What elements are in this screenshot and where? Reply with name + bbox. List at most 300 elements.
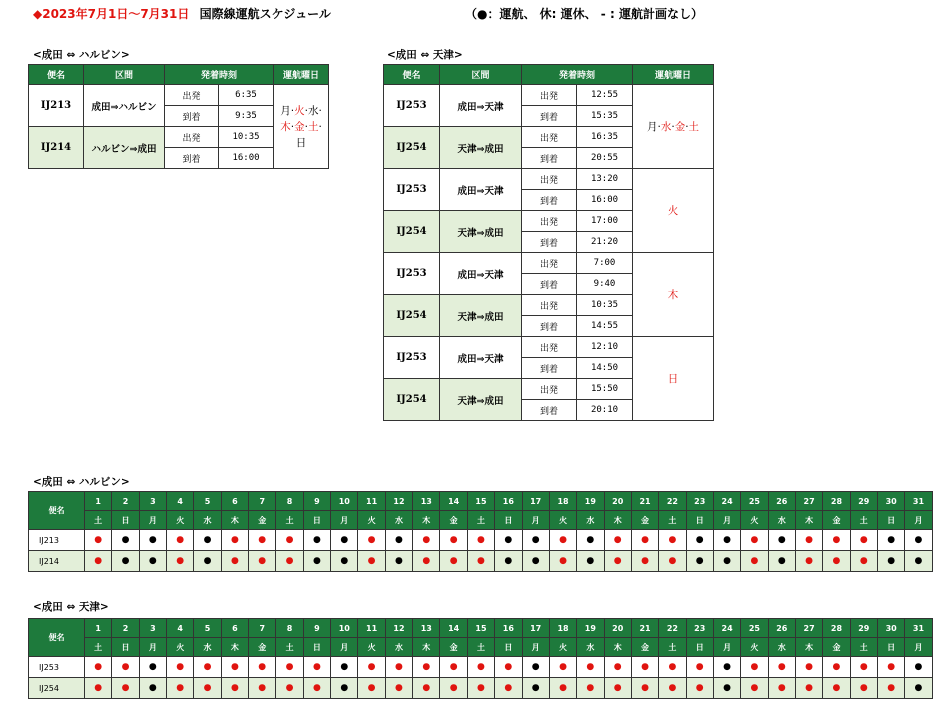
operation-mark: ● <box>713 657 740 678</box>
operation-mark: ● <box>604 551 631 572</box>
date-header: 29 <box>850 492 877 511</box>
weekday-char: · <box>685 120 689 133</box>
operation-mark: ● <box>522 657 549 678</box>
date-header: 21 <box>631 492 658 511</box>
operation-mark: ● <box>877 530 904 551</box>
operation-mark: ● <box>659 657 686 678</box>
weekday-header: 日 <box>112 511 139 530</box>
weekday-header: 金 <box>249 638 276 657</box>
operation-mark: ● <box>358 678 385 699</box>
weekday-header: 月 <box>522 638 549 657</box>
date-header: 9 <box>303 492 330 511</box>
date-header: 22 <box>659 619 686 638</box>
weekday-char: · <box>290 120 295 133</box>
date-header: 18 <box>549 492 576 511</box>
operation-mark: ● <box>905 530 932 551</box>
operation-mark: ● <box>194 678 221 699</box>
weekday-header: 土 <box>850 511 877 530</box>
operation-mark: ● <box>604 657 631 678</box>
date-header: 7 <box>249 619 276 638</box>
operation-mark: ● <box>631 530 658 551</box>
weekday-char: 水 <box>307 104 319 117</box>
flight-route: 成田⇒天津 <box>440 253 522 295</box>
operation-mark: ● <box>823 530 850 551</box>
operation-mark: ● <box>795 657 822 678</box>
weekday-header: 月 <box>331 511 358 530</box>
date-header: 11 <box>358 492 385 511</box>
operation-mark: ● <box>549 530 576 551</box>
flight-number: IJ254 <box>384 211 440 253</box>
operation-mark: ● <box>331 657 358 678</box>
operation-mark: ● <box>686 551 713 572</box>
date-header: 18 <box>549 619 576 638</box>
operation-mark: ● <box>686 530 713 551</box>
weekday-header: 金 <box>631 638 658 657</box>
operation-mark: ● <box>905 657 932 678</box>
flight-number: IJ213 <box>29 530 85 551</box>
operation-mark: ● <box>276 657 303 678</box>
date-header: 16 <box>495 619 522 638</box>
arrival-time: 9:40 <box>577 274 633 295</box>
departure-time: 17:00 <box>577 211 633 232</box>
weekday-header: 土 <box>276 638 303 657</box>
operation-mark: ● <box>522 530 549 551</box>
operation-mark: ● <box>85 530 112 551</box>
operation-mark: ● <box>467 551 494 572</box>
operation-mark: ● <box>850 530 877 551</box>
operation-mark: ● <box>440 678 467 699</box>
operation-mark: ● <box>577 657 604 678</box>
arrival-label: 到着 <box>165 106 219 127</box>
weekday-header: 土 <box>276 511 303 530</box>
flight-route: ハルビン⇒成田 <box>84 127 165 169</box>
weekday-header: 火 <box>358 638 385 657</box>
operation-mark: ● <box>440 551 467 572</box>
date-header: 8 <box>276 492 303 511</box>
weekday-header: 土 <box>659 511 686 530</box>
operation-mark: ● <box>385 657 412 678</box>
departure-label: 出発 <box>522 85 577 106</box>
weekday-header: 水 <box>577 638 604 657</box>
weekday-char: 土 <box>688 120 700 133</box>
operation-mark: ● <box>850 678 877 699</box>
date-header: 6 <box>221 492 248 511</box>
table-row <box>29 678 933 699</box>
flight-number: IJ253 <box>384 169 440 211</box>
date-header: 6 <box>221 619 248 638</box>
weekday-char: 火 <box>667 204 679 217</box>
departure-label: 出発 <box>165 127 219 148</box>
departure-label: 出発 <box>522 169 577 190</box>
arrival-label: 到着 <box>522 274 577 295</box>
operation-mark: ● <box>85 551 112 572</box>
operation-mark: ● <box>659 530 686 551</box>
arrival-time: 9:35 <box>219 106 274 127</box>
weekday-header: 日 <box>112 638 139 657</box>
weekday-header: 水 <box>768 511 795 530</box>
date-header: 23 <box>686 492 713 511</box>
status-legend: （●：運航、 休: 運休、 - : 運航計画なし） <box>465 7 703 21</box>
operation-mark: ● <box>358 530 385 551</box>
date-header: 13 <box>413 492 440 511</box>
weekday-header: 火 <box>741 638 768 657</box>
operation-mark: ● <box>741 551 768 572</box>
operation-mark: ● <box>604 678 631 699</box>
col-times: 発着時刻 <box>522 65 633 85</box>
date-header: 17 <box>522 492 549 511</box>
operation-mark: ● <box>823 678 850 699</box>
weekday-header: 日 <box>495 511 522 530</box>
weekday-char: 月 <box>280 104 291 117</box>
flight-number: IJ253 <box>384 85 440 127</box>
departure-label: 出発 <box>522 295 577 316</box>
operation-mark: ● <box>577 678 604 699</box>
operation-mark: ● <box>549 678 576 699</box>
operation-mark: ● <box>167 678 194 699</box>
weekday-char: 金 <box>674 120 686 133</box>
date-header: 14 <box>440 492 467 511</box>
flight-number: IJ214 <box>29 551 85 572</box>
operation-mark: ● <box>194 551 221 572</box>
weekday-header: 金 <box>440 638 467 657</box>
weekday-char: 土 <box>307 120 319 133</box>
operation-mark: ● <box>112 551 139 572</box>
date-header: 4 <box>167 492 194 511</box>
date-header: 17 <box>522 619 549 638</box>
weekday-char: · <box>304 104 308 117</box>
weekday-char: 月 <box>647 120 658 133</box>
date-header: 3 <box>139 492 166 511</box>
operation-mark: ● <box>276 551 303 572</box>
weekday-char: 火 <box>294 104 305 117</box>
date-header: 22 <box>659 492 686 511</box>
operation-mark: ● <box>440 657 467 678</box>
table-row <box>29 85 329 106</box>
date-header: 31 <box>905 492 932 511</box>
operation-mark: ● <box>768 551 795 572</box>
weekday-header: 土 <box>467 638 494 657</box>
weekday-header: 金 <box>440 511 467 530</box>
operation-mark: ● <box>741 657 768 678</box>
operation-mark: ● <box>768 657 795 678</box>
operation-mark: ● <box>713 551 740 572</box>
operating-days <box>633 337 714 421</box>
tianjin-calendar-table <box>28 618 933 699</box>
operating-days <box>274 85 329 169</box>
weekday-header: 火 <box>741 511 768 530</box>
col-route: 区間 <box>440 65 522 85</box>
departure-label: 出発 <box>165 85 219 106</box>
date-header: 2 <box>112 619 139 638</box>
operation-mark: ● <box>495 551 522 572</box>
departure-time: 7:00 <box>577 253 633 274</box>
weekday-header: 日 <box>495 638 522 657</box>
operation-mark: ● <box>577 551 604 572</box>
flight-route: 天津⇒成田 <box>440 295 522 337</box>
departure-time: 12:55 <box>577 85 633 106</box>
table-row <box>384 169 714 190</box>
weekday-header: 火 <box>549 638 576 657</box>
date-header: 9 <box>303 619 330 638</box>
weekday-header: 月 <box>713 638 740 657</box>
arrival-time: 14:50 <box>577 358 633 379</box>
date-header: 25 <box>741 492 768 511</box>
date-header: 3 <box>139 619 166 638</box>
weekday-header: 水 <box>385 511 412 530</box>
tianjin-schedule-caption: <成田 ⇔ 天津> <box>387 49 463 61</box>
weekday-header: 火 <box>549 511 576 530</box>
operation-mark: ● <box>467 678 494 699</box>
departure-time: 16:35 <box>577 127 633 148</box>
departure-label: 出発 <box>522 337 577 358</box>
operation-mark: ● <box>194 530 221 551</box>
weekday-header: 土 <box>85 638 112 657</box>
operation-mark: ● <box>331 551 358 572</box>
departure-time: 10:35 <box>219 127 274 148</box>
flight-route: 天津⇒成田 <box>440 379 522 421</box>
date-header: 12 <box>385 619 412 638</box>
date-header: 27 <box>795 619 822 638</box>
operation-mark: ● <box>659 678 686 699</box>
arrival-label: 到着 <box>522 148 577 169</box>
operation-mark: ● <box>385 678 412 699</box>
operation-mark: ● <box>631 657 658 678</box>
flight-route: 成田⇒天津 <box>440 337 522 379</box>
date-header: 27 <box>795 492 822 511</box>
arrival-label: 到着 <box>165 148 219 169</box>
operation-mark: ● <box>549 657 576 678</box>
arrival-label: 到着 <box>522 232 577 253</box>
flight-route: 成田⇒天津 <box>440 169 522 211</box>
weekday-header: 月 <box>713 511 740 530</box>
date-header: 30 <box>877 619 904 638</box>
operation-mark: ● <box>631 551 658 572</box>
departure-time: 12:10 <box>577 337 633 358</box>
operation-mark: ● <box>795 530 822 551</box>
operation-mark: ● <box>276 530 303 551</box>
date-header: 15 <box>467 619 494 638</box>
operation-mark: ● <box>549 551 576 572</box>
weekday-header: 水 <box>194 511 221 530</box>
tianjin-calendar-caption: <成田 ⇔ 天津> <box>33 601 109 613</box>
operation-mark: ● <box>276 678 303 699</box>
operation-mark: ● <box>303 551 330 572</box>
flight-number: IJ254 <box>384 379 440 421</box>
operation-mark: ● <box>850 657 877 678</box>
date-header: 20 <box>604 492 631 511</box>
weekday-header: 土 <box>467 511 494 530</box>
operation-mark: ● <box>413 657 440 678</box>
flight-number: IJ213 <box>29 85 84 127</box>
table-row <box>29 530 933 551</box>
operation-mark: ● <box>221 678 248 699</box>
operation-mark: ● <box>877 678 904 699</box>
date-header: 30 <box>877 492 904 511</box>
arrival-time: 14:55 <box>577 316 633 337</box>
departure-label: 出発 <box>522 127 577 148</box>
weekday-char: 水 <box>660 120 672 133</box>
date-header: 5 <box>194 619 221 638</box>
col-flight: 便名 <box>29 65 84 85</box>
weekday-header: 日 <box>877 638 904 657</box>
departure-label: 出発 <box>522 211 577 232</box>
operation-mark: ● <box>167 551 194 572</box>
weekday-char: 日 <box>295 136 307 149</box>
operation-mark: ● <box>194 657 221 678</box>
operation-mark: ● <box>467 657 494 678</box>
flight-number: IJ254 <box>384 127 440 169</box>
flight-number: IJ253 <box>29 657 85 678</box>
table-row <box>29 657 933 678</box>
weekday-header: 木 <box>221 511 248 530</box>
operation-mark: ● <box>112 657 139 678</box>
weekday-header: 金 <box>823 638 850 657</box>
operation-mark: ● <box>249 657 276 678</box>
weekday-header: 土 <box>850 638 877 657</box>
operation-mark: ● <box>303 678 330 699</box>
departure-time: 15:50 <box>577 379 633 400</box>
operation-mark: ● <box>440 530 467 551</box>
weekday-header: 木 <box>604 511 631 530</box>
col-days: 運航曜日 <box>274 65 329 85</box>
date-header: 15 <box>467 492 494 511</box>
arrival-label: 到着 <box>522 358 577 379</box>
operation-mark: ● <box>112 678 139 699</box>
weekday-header: 火 <box>167 638 194 657</box>
operation-mark: ● <box>139 530 166 551</box>
operation-mark: ● <box>413 678 440 699</box>
operating-days <box>633 169 714 253</box>
date-header: 24 <box>713 492 740 511</box>
date-header: 25 <box>741 619 768 638</box>
weekday-header: 金 <box>631 511 658 530</box>
date-header: 23 <box>686 619 713 638</box>
operation-mark: ● <box>249 530 276 551</box>
date-header: 2 <box>112 492 139 511</box>
tianjin-schedule-table <box>383 64 714 421</box>
weekday-header: 日 <box>303 511 330 530</box>
date-header: 24 <box>713 619 740 638</box>
operation-mark: ● <box>823 551 850 572</box>
weekday-header: 火 <box>167 511 194 530</box>
date-header: 21 <box>631 619 658 638</box>
weekday-header: 日 <box>686 638 713 657</box>
weekday-header: 水 <box>385 638 412 657</box>
arrival-time: 15:35 <box>577 106 633 127</box>
flight-route: 天津⇒成田 <box>440 211 522 253</box>
date-header: 1 <box>85 492 112 511</box>
weekday-header: 月 <box>905 638 932 657</box>
date-header: 11 <box>358 619 385 638</box>
operation-mark: ● <box>385 551 412 572</box>
operation-mark: ● <box>522 551 549 572</box>
weekday-header: 月 <box>905 511 932 530</box>
operation-mark: ● <box>741 530 768 551</box>
operation-mark: ● <box>877 551 904 572</box>
weekday-header: 月 <box>331 638 358 657</box>
arrival-time: 16:00 <box>219 148 274 169</box>
harbin-calendar-caption: <成田 ⇔ ハルビン> <box>33 476 130 488</box>
weekday-header: 月 <box>522 511 549 530</box>
date-header: 10 <box>331 619 358 638</box>
weekday-header: 木 <box>604 638 631 657</box>
operation-mark: ● <box>249 551 276 572</box>
table-row <box>384 85 714 106</box>
operation-mark: ● <box>905 551 932 572</box>
flight-route: 成田⇒ハルビン <box>84 85 165 127</box>
weekday-header: 火 <box>358 511 385 530</box>
flight-route: 成田⇒天津 <box>440 85 522 127</box>
operation-mark: ● <box>331 678 358 699</box>
weekday-header: 木 <box>413 638 440 657</box>
operation-mark: ● <box>577 530 604 551</box>
operation-mark: ● <box>221 551 248 572</box>
weekday-header: 木 <box>795 638 822 657</box>
operation-mark: ● <box>604 530 631 551</box>
operation-mark: ● <box>713 530 740 551</box>
operation-mark: ● <box>139 551 166 572</box>
operation-mark: ● <box>877 657 904 678</box>
operation-mark: ● <box>768 530 795 551</box>
operation-mark: ● <box>795 678 822 699</box>
col-days: 運航曜日 <box>633 65 714 85</box>
operation-mark: ● <box>495 678 522 699</box>
date-header: 14 <box>440 619 467 638</box>
departure-label: 出発 <box>522 379 577 400</box>
operation-mark: ● <box>303 657 330 678</box>
flight-number: IJ254 <box>29 678 85 699</box>
weekday-header: 土 <box>659 638 686 657</box>
operation-mark: ● <box>85 657 112 678</box>
weekday-char: · <box>657 120 661 133</box>
weekday-header: 月 <box>139 638 166 657</box>
operation-mark: ● <box>413 551 440 572</box>
flight-number: IJ253 <box>384 253 440 295</box>
table-row <box>384 253 714 274</box>
date-header: 26 <box>768 619 795 638</box>
date-header: 19 <box>577 492 604 511</box>
weekday-header: 水 <box>768 638 795 657</box>
harbin-calendar-table <box>28 491 933 572</box>
operation-mark: ● <box>167 530 194 551</box>
weekday-header: 日 <box>686 511 713 530</box>
harbin-schedule-caption: <成田 ⇔ ハルビン> <box>33 49 130 61</box>
table-row <box>384 337 714 358</box>
date-header: 20 <box>604 619 631 638</box>
operation-mark: ● <box>686 657 713 678</box>
weekday-header: 水 <box>577 511 604 530</box>
weekday-char: 金 <box>294 120 305 133</box>
departure-time: 13:20 <box>577 169 633 190</box>
operation-mark: ● <box>631 678 658 699</box>
date-header: 12 <box>385 492 412 511</box>
col-times: 発着時刻 <box>165 65 274 85</box>
date-header: 13 <box>413 619 440 638</box>
flight-route: 天津⇒成田 <box>440 127 522 169</box>
schedule-period: ◆2023年7月1日～7月31日 <box>33 7 190 21</box>
arrival-time: 20:55 <box>577 148 633 169</box>
arrival-label: 到着 <box>522 316 577 337</box>
flight-number: IJ253 <box>384 337 440 379</box>
arrival-label: 到着 <box>522 400 577 421</box>
operation-mark: ● <box>467 530 494 551</box>
operation-mark: ● <box>358 657 385 678</box>
date-header: 7 <box>249 492 276 511</box>
date-header: 31 <box>905 619 932 638</box>
page-title: 国際線運航スケジュール <box>199 7 331 21</box>
operation-mark: ● <box>303 530 330 551</box>
date-header: 16 <box>495 492 522 511</box>
